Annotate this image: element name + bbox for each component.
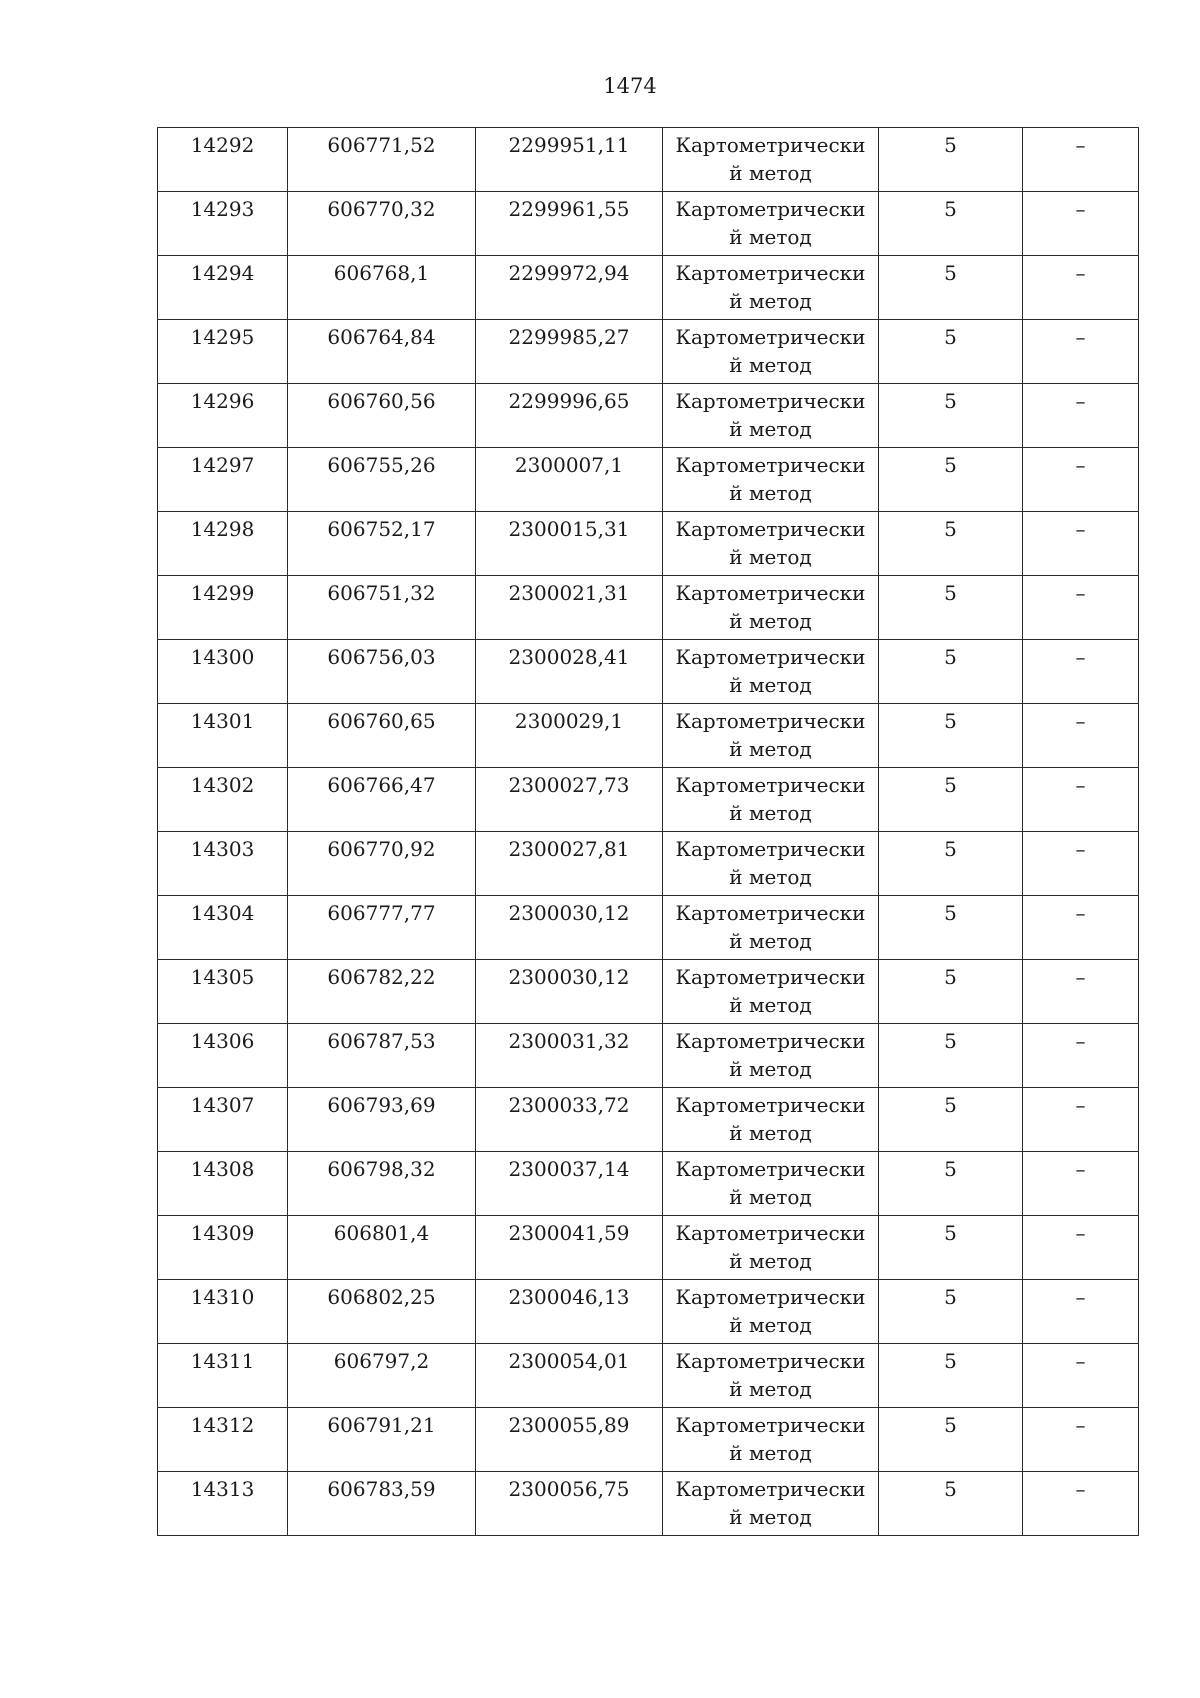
- note-cell: –: [1023, 1280, 1139, 1344]
- table-row: [158, 128, 1139, 192]
- coordinate-y-cell: 2300007,1: [476, 448, 663, 512]
- table-row: [158, 1280, 1139, 1344]
- note-cell: –: [1023, 704, 1139, 768]
- accuracy-cell: 5: [879, 960, 1023, 1024]
- table-row: [158, 1152, 1139, 1216]
- method-text: Картометрический метод: [675, 261, 866, 313]
- method-text: Картометрический метод: [675, 197, 866, 249]
- method-cell: [663, 896, 879, 960]
- method-cell: [663, 320, 879, 384]
- coordinate-x-cell: 606756,03: [288, 640, 476, 704]
- method-text: Картометрический метод: [675, 133, 866, 185]
- coordinate-y-cell: 2300041,59: [476, 1216, 663, 1280]
- method-text: Картометрический метод: [675, 1093, 866, 1145]
- method-cell: [663, 1344, 879, 1408]
- method-cell: [663, 768, 879, 832]
- coordinate-y-cell: 2300021,31: [476, 576, 663, 640]
- coordinate-x-cell: 606797,2: [288, 1344, 476, 1408]
- accuracy-cell: 5: [879, 512, 1023, 576]
- table-row: [158, 704, 1139, 768]
- point-number-cell: 14309: [158, 1216, 288, 1280]
- accuracy-cell: 5: [879, 1088, 1023, 1152]
- coordinate-x-cell: 606801,4: [288, 1216, 476, 1280]
- accuracy-cell: 5: [879, 1152, 1023, 1216]
- coordinate-x-cell: 606760,56: [288, 384, 476, 448]
- note-cell: –: [1023, 1408, 1139, 1472]
- method-text: Картометрический метод: [675, 1349, 866, 1401]
- note-cell: –: [1023, 1344, 1139, 1408]
- method-cell: [663, 1472, 879, 1536]
- coordinate-x-cell: 606752,17: [288, 512, 476, 576]
- method-cell: [663, 1088, 879, 1152]
- coordinate-x-cell: 606777,77: [288, 896, 476, 960]
- accuracy-cell: 5: [879, 1024, 1023, 1088]
- coordinate-y-cell: 2299961,55: [476, 192, 663, 256]
- method-cell: [663, 1152, 879, 1216]
- note-cell: –: [1023, 1472, 1139, 1536]
- point-number-cell: 14300: [158, 640, 288, 704]
- accuracy-cell: 5: [879, 128, 1023, 192]
- coordinate-x-cell: 606783,59: [288, 1472, 476, 1536]
- method-text: Картометрический метод: [675, 1157, 866, 1209]
- table-row: [158, 576, 1139, 640]
- method-text: Картометрический метод: [675, 581, 866, 633]
- point-number-cell: 14299: [158, 576, 288, 640]
- method-cell: [663, 704, 879, 768]
- accuracy-cell: 5: [879, 832, 1023, 896]
- coordinate-y-cell: 2300030,12: [476, 896, 663, 960]
- method-text: Картометрический метод: [675, 1029, 866, 1081]
- coordinate-x-cell: 606782,22: [288, 960, 476, 1024]
- method-cell: [663, 576, 879, 640]
- accuracy-cell: 5: [879, 576, 1023, 640]
- table-row: [158, 384, 1139, 448]
- accuracy-cell: 5: [879, 640, 1023, 704]
- method-cell: [663, 1408, 879, 1472]
- method-text: Картометрический метод: [675, 709, 866, 761]
- table-row: [158, 832, 1139, 896]
- method-text: Картометрический метод: [675, 901, 866, 953]
- point-number-cell: 14297: [158, 448, 288, 512]
- method-cell: [663, 384, 879, 448]
- method-cell: [663, 448, 879, 512]
- coordinate-x-cell: 606764,84: [288, 320, 476, 384]
- coordinate-y-cell: 2300028,41: [476, 640, 663, 704]
- table-row: [158, 960, 1139, 1024]
- point-number-cell: 14294: [158, 256, 288, 320]
- note-cell: –: [1023, 832, 1139, 896]
- point-number-cell: 14313: [158, 1472, 288, 1536]
- table-row: [158, 448, 1139, 512]
- coordinate-y-cell: 2299985,27: [476, 320, 663, 384]
- accuracy-cell: 5: [879, 1280, 1023, 1344]
- method-cell: [663, 192, 879, 256]
- coordinate-x-cell: 606755,26: [288, 448, 476, 512]
- table-row: [158, 640, 1139, 704]
- coordinate-x-cell: 606770,92: [288, 832, 476, 896]
- accuracy-cell: 5: [879, 256, 1023, 320]
- accuracy-cell: 5: [879, 704, 1023, 768]
- table-row: [158, 1088, 1139, 1152]
- point-number-cell: 14305: [158, 960, 288, 1024]
- note-cell: –: [1023, 192, 1139, 256]
- point-number-cell: 14304: [158, 896, 288, 960]
- method-cell: [663, 832, 879, 896]
- coordinate-x-cell: 606791,21: [288, 1408, 476, 1472]
- coordinate-x-cell: 606770,32: [288, 192, 476, 256]
- note-cell: –: [1023, 1024, 1139, 1088]
- coordinate-y-cell: 2300031,32: [476, 1024, 663, 1088]
- coordinate-x-cell: 606760,65: [288, 704, 476, 768]
- table-row: [158, 1024, 1139, 1088]
- method-text: Картометрический метод: [675, 453, 866, 505]
- point-number-cell: 14310: [158, 1280, 288, 1344]
- coordinate-x-cell: 606787,53: [288, 1024, 476, 1088]
- method-cell: [663, 1280, 879, 1344]
- point-number-cell: 14306: [158, 1024, 288, 1088]
- coordinates-table-body: [158, 128, 1139, 1536]
- page-number: 1474: [603, 74, 657, 98]
- method-text: Картометрический метод: [675, 517, 866, 569]
- note-cell: –: [1023, 896, 1139, 960]
- accuracy-cell: 5: [879, 448, 1023, 512]
- coordinate-y-cell: 2299972,94: [476, 256, 663, 320]
- coordinates-table: [157, 127, 1139, 1536]
- coordinate-y-cell: 2300054,01: [476, 1344, 663, 1408]
- note-cell: –: [1023, 1216, 1139, 1280]
- note-cell: –: [1023, 1088, 1139, 1152]
- accuracy-cell: 5: [879, 1344, 1023, 1408]
- method-text: Картометрический метод: [675, 773, 866, 825]
- method-text: Картометрический метод: [675, 325, 866, 377]
- accuracy-cell: 5: [879, 768, 1023, 832]
- accuracy-cell: 5: [879, 1216, 1023, 1280]
- coordinate-x-cell: 606768,1: [288, 256, 476, 320]
- table-row: [158, 896, 1139, 960]
- point-number-cell: 14302: [158, 768, 288, 832]
- coordinate-x-cell: 606802,25: [288, 1280, 476, 1344]
- point-number-cell: 14298: [158, 512, 288, 576]
- note-cell: –: [1023, 256, 1139, 320]
- coordinate-y-cell: 2299996,65: [476, 384, 663, 448]
- table-row: [158, 768, 1139, 832]
- method-text: Картометрический метод: [675, 837, 866, 889]
- note-cell: –: [1023, 768, 1139, 832]
- table-row: [158, 192, 1139, 256]
- table-row: [158, 256, 1139, 320]
- point-number-cell: 14293: [158, 192, 288, 256]
- table-row: [158, 320, 1139, 384]
- note-cell: –: [1023, 640, 1139, 704]
- method-cell: [663, 960, 879, 1024]
- note-cell: –: [1023, 320, 1139, 384]
- method-text: Картометрический метод: [675, 645, 866, 697]
- method-cell: [663, 128, 879, 192]
- coordinate-y-cell: 2300029,1: [476, 704, 663, 768]
- point-number-cell: 14311: [158, 1344, 288, 1408]
- method-text: Картометрический метод: [675, 1413, 866, 1465]
- method-text: Картометрический метод: [675, 1477, 866, 1529]
- method-cell: [663, 256, 879, 320]
- accuracy-cell: 5: [879, 1408, 1023, 1472]
- table-row: [158, 1344, 1139, 1408]
- table-row: [158, 1216, 1139, 1280]
- coordinate-y-cell: 2300055,89: [476, 1408, 663, 1472]
- coordinate-y-cell: 2300027,81: [476, 832, 663, 896]
- method-cell: [663, 1024, 879, 1088]
- method-cell: [663, 1216, 879, 1280]
- table-row: [158, 1472, 1139, 1536]
- table-row: [158, 512, 1139, 576]
- note-cell: –: [1023, 576, 1139, 640]
- accuracy-cell: 5: [879, 896, 1023, 960]
- coordinate-x-cell: 606771,52: [288, 128, 476, 192]
- point-number-cell: 14295: [158, 320, 288, 384]
- coordinate-x-cell: 606751,32: [288, 576, 476, 640]
- method-text: Картометрический метод: [675, 1285, 866, 1337]
- point-number-cell: 14307: [158, 1088, 288, 1152]
- coordinate-y-cell: 2300027,73: [476, 768, 663, 832]
- point-number-cell: 14303: [158, 832, 288, 896]
- point-number-cell: 14296: [158, 384, 288, 448]
- accuracy-cell: 5: [879, 320, 1023, 384]
- point-number-cell: 14312: [158, 1408, 288, 1472]
- method-text: Картометрический метод: [675, 389, 866, 441]
- method-cell: [663, 640, 879, 704]
- method-cell: [663, 512, 879, 576]
- table-row: [158, 1408, 1139, 1472]
- note-cell: –: [1023, 128, 1139, 192]
- coordinate-x-cell: 606766,47: [288, 768, 476, 832]
- accuracy-cell: 5: [879, 384, 1023, 448]
- coordinate-y-cell: 2300033,72: [476, 1088, 663, 1152]
- note-cell: –: [1023, 448, 1139, 512]
- point-number-cell: 14301: [158, 704, 288, 768]
- accuracy-cell: 5: [879, 192, 1023, 256]
- method-text: Картометрический метод: [675, 965, 866, 1017]
- coordinate-y-cell: 2300046,13: [476, 1280, 663, 1344]
- note-cell: –: [1023, 384, 1139, 448]
- coordinate-y-cell: 2300037,14: [476, 1152, 663, 1216]
- coordinate-x-cell: 606793,69: [288, 1088, 476, 1152]
- coordinate-y-cell: 2300015,31: [476, 512, 663, 576]
- note-cell: –: [1023, 960, 1139, 1024]
- coordinate-y-cell: 2300030,12: [476, 960, 663, 1024]
- point-number-cell: 14308: [158, 1152, 288, 1216]
- coordinate-y-cell: 2299951,11: [476, 128, 663, 192]
- method-text: Картометрический метод: [675, 1221, 866, 1273]
- note-cell: –: [1023, 1152, 1139, 1216]
- note-cell: –: [1023, 512, 1139, 576]
- accuracy-cell: 5: [879, 1472, 1023, 1536]
- coordinate-y-cell: 2300056,75: [476, 1472, 663, 1536]
- coordinate-x-cell: 606798,32: [288, 1152, 476, 1216]
- point-number-cell: 14292: [158, 128, 288, 192]
